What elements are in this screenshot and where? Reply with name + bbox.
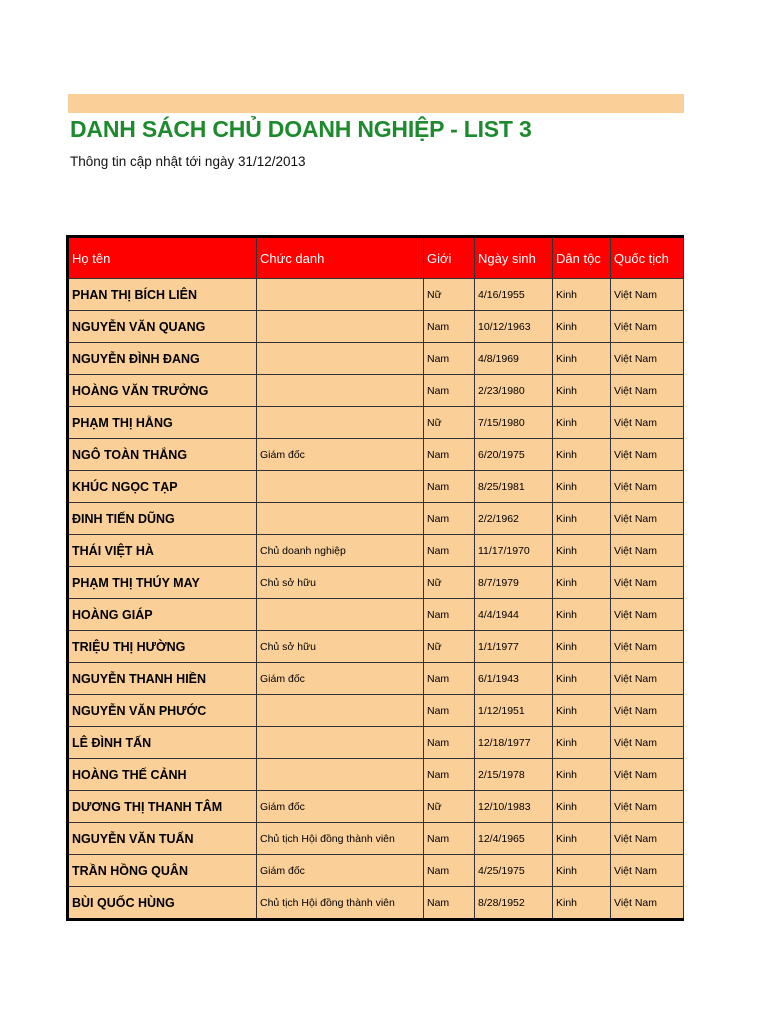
table-row	[68, 535, 684, 567]
nationality-cell: Việt Nam	[611, 823, 684, 855]
position-cell: Giám đốc	[257, 855, 424, 887]
nationality-cell: Việt Nam	[611, 471, 684, 503]
table-row	[68, 343, 684, 375]
nationality-cell: Việt Nam	[611, 759, 684, 791]
nationality-cell: Việt Nam	[611, 727, 684, 759]
gender-cell: Nam	[424, 887, 475, 920]
table-row	[68, 855, 684, 887]
document-title: DANH SÁCH CHỦ DOANH NGHIỆP - LIST 3	[70, 116, 532, 142]
nationality-cell: Việt Nam	[611, 631, 684, 663]
name-cell: HOÀNG VĂN TRƯỞNG	[68, 375, 257, 407]
header-quoc-tich: Quốc tịch	[611, 237, 684, 279]
table-row	[68, 279, 684, 311]
ethnicity-cell: Kinh	[553, 503, 611, 535]
gender-cell: Nam	[424, 439, 475, 471]
gender-cell: Nam	[424, 823, 475, 855]
position-cell	[257, 375, 424, 407]
header-ho-ten: Họ tên	[68, 237, 257, 279]
table-row	[68, 887, 684, 920]
header-chuc-danh: Chức danh	[257, 237, 424, 279]
position-cell: Chủ sở hữu	[257, 631, 424, 663]
birthdate-cell: 4/25/1975	[475, 855, 553, 887]
name-cell: NGUYỄN VĂN PHƯỚC	[68, 695, 257, 727]
name-cell: PHẠM THỊ HẰNG	[68, 407, 257, 439]
birthdate-cell: 4/16/1955	[475, 279, 553, 311]
name-cell: BÙI QUỐC HÙNG	[68, 887, 257, 920]
nationality-cell: Việt Nam	[611, 567, 684, 599]
birthdate-cell: 4/4/1944	[475, 599, 553, 631]
gender-cell: Nam	[424, 727, 475, 759]
birthdate-cell: 6/1/1943	[475, 663, 553, 695]
nationality-cell: Việt Nam	[611, 599, 684, 631]
table-body	[68, 279, 684, 920]
header-ngay-sinh: Ngày sinh	[475, 237, 553, 279]
birthdate-cell: 1/12/1951	[475, 695, 553, 727]
position-cell: Chủ tịch Hội đồng thành viên	[257, 887, 424, 920]
name-cell: LÊ ĐÌNH TẤN	[68, 727, 257, 759]
ethnicity-cell: Kinh	[553, 407, 611, 439]
ethnicity-cell: Kinh	[553, 631, 611, 663]
birthdate-cell: 8/25/1981	[475, 471, 553, 503]
ethnicity-cell: Kinh	[553, 311, 611, 343]
table-row	[68, 503, 684, 535]
position-cell: Giám đốc	[257, 439, 424, 471]
position-cell: Chủ sở hữu	[257, 567, 424, 599]
table-row	[68, 439, 684, 471]
header-gioi: Giới	[424, 237, 475, 279]
table-row	[68, 791, 684, 823]
gender-cell: Nam	[424, 695, 475, 727]
gender-cell: Nam	[424, 599, 475, 631]
ethnicity-cell: Kinh	[553, 727, 611, 759]
table-row	[68, 311, 684, 343]
gender-cell: Nữ	[424, 407, 475, 439]
gender-cell: Nam	[424, 503, 475, 535]
position-cell: Giám đốc	[257, 791, 424, 823]
gender-cell: Nữ	[424, 279, 475, 311]
table-row	[68, 695, 684, 727]
gender-cell: Nam	[424, 471, 475, 503]
birthdate-cell: 7/15/1980	[475, 407, 553, 439]
position-cell	[257, 599, 424, 631]
table-row	[68, 407, 684, 439]
birthdate-cell: 12/18/1977	[475, 727, 553, 759]
nationality-cell: Việt Nam	[611, 855, 684, 887]
table-row	[68, 599, 684, 631]
name-cell: NGUYỄN THANH HIỀN	[68, 663, 257, 695]
birthdate-cell: 12/4/1965	[475, 823, 553, 855]
birthdate-cell: 6/20/1975	[475, 439, 553, 471]
nationality-cell: Việt Nam	[611, 503, 684, 535]
table-header	[68, 237, 684, 279]
nationality-cell: Việt Nam	[611, 279, 684, 311]
gender-cell: Nam	[424, 343, 475, 375]
position-cell	[257, 311, 424, 343]
ethnicity-cell: Kinh	[553, 599, 611, 631]
birthdate-cell: 1/1/1977	[475, 631, 553, 663]
ethnicity-cell: Kinh	[553, 471, 611, 503]
name-cell: PHẠM THỊ THÚY MAY	[68, 567, 257, 599]
header-dan-toc: Dân tộc	[553, 237, 611, 279]
gender-cell: Nam	[424, 535, 475, 567]
table-row	[68, 759, 684, 791]
ethnicity-cell: Kinh	[553, 791, 611, 823]
business-owners-table	[66, 235, 684, 921]
name-cell: HOÀNG GIÁP	[68, 599, 257, 631]
position-cell	[257, 503, 424, 535]
birthdate-cell: 4/8/1969	[475, 343, 553, 375]
position-cell	[257, 279, 424, 311]
name-cell: HOÀNG THẾ CẢNH	[68, 759, 257, 791]
nationality-cell: Việt Nam	[611, 343, 684, 375]
gender-cell: Nam	[424, 759, 475, 791]
nationality-cell: Việt Nam	[611, 791, 684, 823]
position-cell	[257, 407, 424, 439]
ethnicity-cell: Kinh	[553, 279, 611, 311]
nationality-cell: Việt Nam	[611, 407, 684, 439]
ethnicity-cell: Kinh	[553, 535, 611, 567]
name-cell: DƯƠNG THỊ THANH TÂM	[68, 791, 257, 823]
ethnicity-cell: Kinh	[553, 663, 611, 695]
name-cell: TRẦN HỒNG QUÂN	[68, 855, 257, 887]
birthdate-cell: 10/12/1963	[475, 311, 553, 343]
birthdate-cell: 2/2/1962	[475, 503, 553, 535]
gender-cell: Nữ	[424, 631, 475, 663]
table-row	[68, 823, 684, 855]
name-cell: NGUYỄN ĐÌNH ĐANG	[68, 343, 257, 375]
birthdate-cell: 2/23/1980	[475, 375, 553, 407]
name-cell: PHAN THỊ BÍCH LIÊN	[68, 279, 257, 311]
ethnicity-cell: Kinh	[553, 375, 611, 407]
name-cell: ĐINH TIẾN DŨNG	[68, 503, 257, 535]
position-cell: Chủ tịch Hội đồng thành viên	[257, 823, 424, 855]
birthdate-cell: 12/10/1983	[475, 791, 553, 823]
gender-cell: Nữ	[424, 791, 475, 823]
gender-cell: Nữ	[424, 567, 475, 599]
ethnicity-cell: Kinh	[553, 855, 611, 887]
name-cell: THÁI VIỆT HÀ	[68, 535, 257, 567]
nationality-cell: Việt Nam	[611, 311, 684, 343]
ethnicity-cell: Kinh	[553, 567, 611, 599]
birthdate-cell: 2/15/1978	[475, 759, 553, 791]
nationality-cell: Việt Nam	[611, 887, 684, 920]
ethnicity-cell: Kinh	[553, 439, 611, 471]
birthdate-cell: 8/7/1979	[475, 567, 553, 599]
position-cell	[257, 759, 424, 791]
name-cell: NGUYỄN VĂN QUANG	[68, 311, 257, 343]
ethnicity-cell: Kinh	[553, 343, 611, 375]
header-row	[68, 237, 684, 279]
ethnicity-cell: Kinh	[553, 887, 611, 920]
name-cell: NGÔ TOÀN THẮNG	[68, 439, 257, 471]
name-cell: NGUYỄN VĂN TUẤN	[68, 823, 257, 855]
top-color-band	[68, 94, 684, 113]
gender-cell: Nam	[424, 311, 475, 343]
table-row	[68, 375, 684, 407]
table-row	[68, 663, 684, 695]
position-cell: Giám đốc	[257, 663, 424, 695]
table-row	[68, 727, 684, 759]
ethnicity-cell: Kinh	[553, 759, 611, 791]
name-cell: TRIỆU THỊ HƯỜNG	[68, 631, 257, 663]
birthdate-cell: 11/17/1970	[475, 535, 553, 567]
update-date-note: Thông tin cập nhật tới ngày 31/12/2013	[70, 154, 306, 169]
nationality-cell: Việt Nam	[611, 663, 684, 695]
nationality-cell: Việt Nam	[611, 375, 684, 407]
position-cell	[257, 727, 424, 759]
gender-cell: Nam	[424, 375, 475, 407]
position-cell	[257, 471, 424, 503]
table-row	[68, 631, 684, 663]
nationality-cell: Việt Nam	[611, 439, 684, 471]
gender-cell: Nam	[424, 663, 475, 695]
name-cell: KHÚC NGỌC TẠP	[68, 471, 257, 503]
position-cell	[257, 343, 424, 375]
position-cell	[257, 695, 424, 727]
nationality-cell: Việt Nam	[611, 535, 684, 567]
ethnicity-cell: Kinh	[553, 823, 611, 855]
position-cell: Chủ doanh nghiệp	[257, 535, 424, 567]
gender-cell: Nam	[424, 855, 475, 887]
ethnicity-cell: Kinh	[553, 695, 611, 727]
nationality-cell: Việt Nam	[611, 695, 684, 727]
table-row	[68, 471, 684, 503]
birthdate-cell: 8/28/1952	[475, 887, 553, 920]
table-row	[68, 567, 684, 599]
